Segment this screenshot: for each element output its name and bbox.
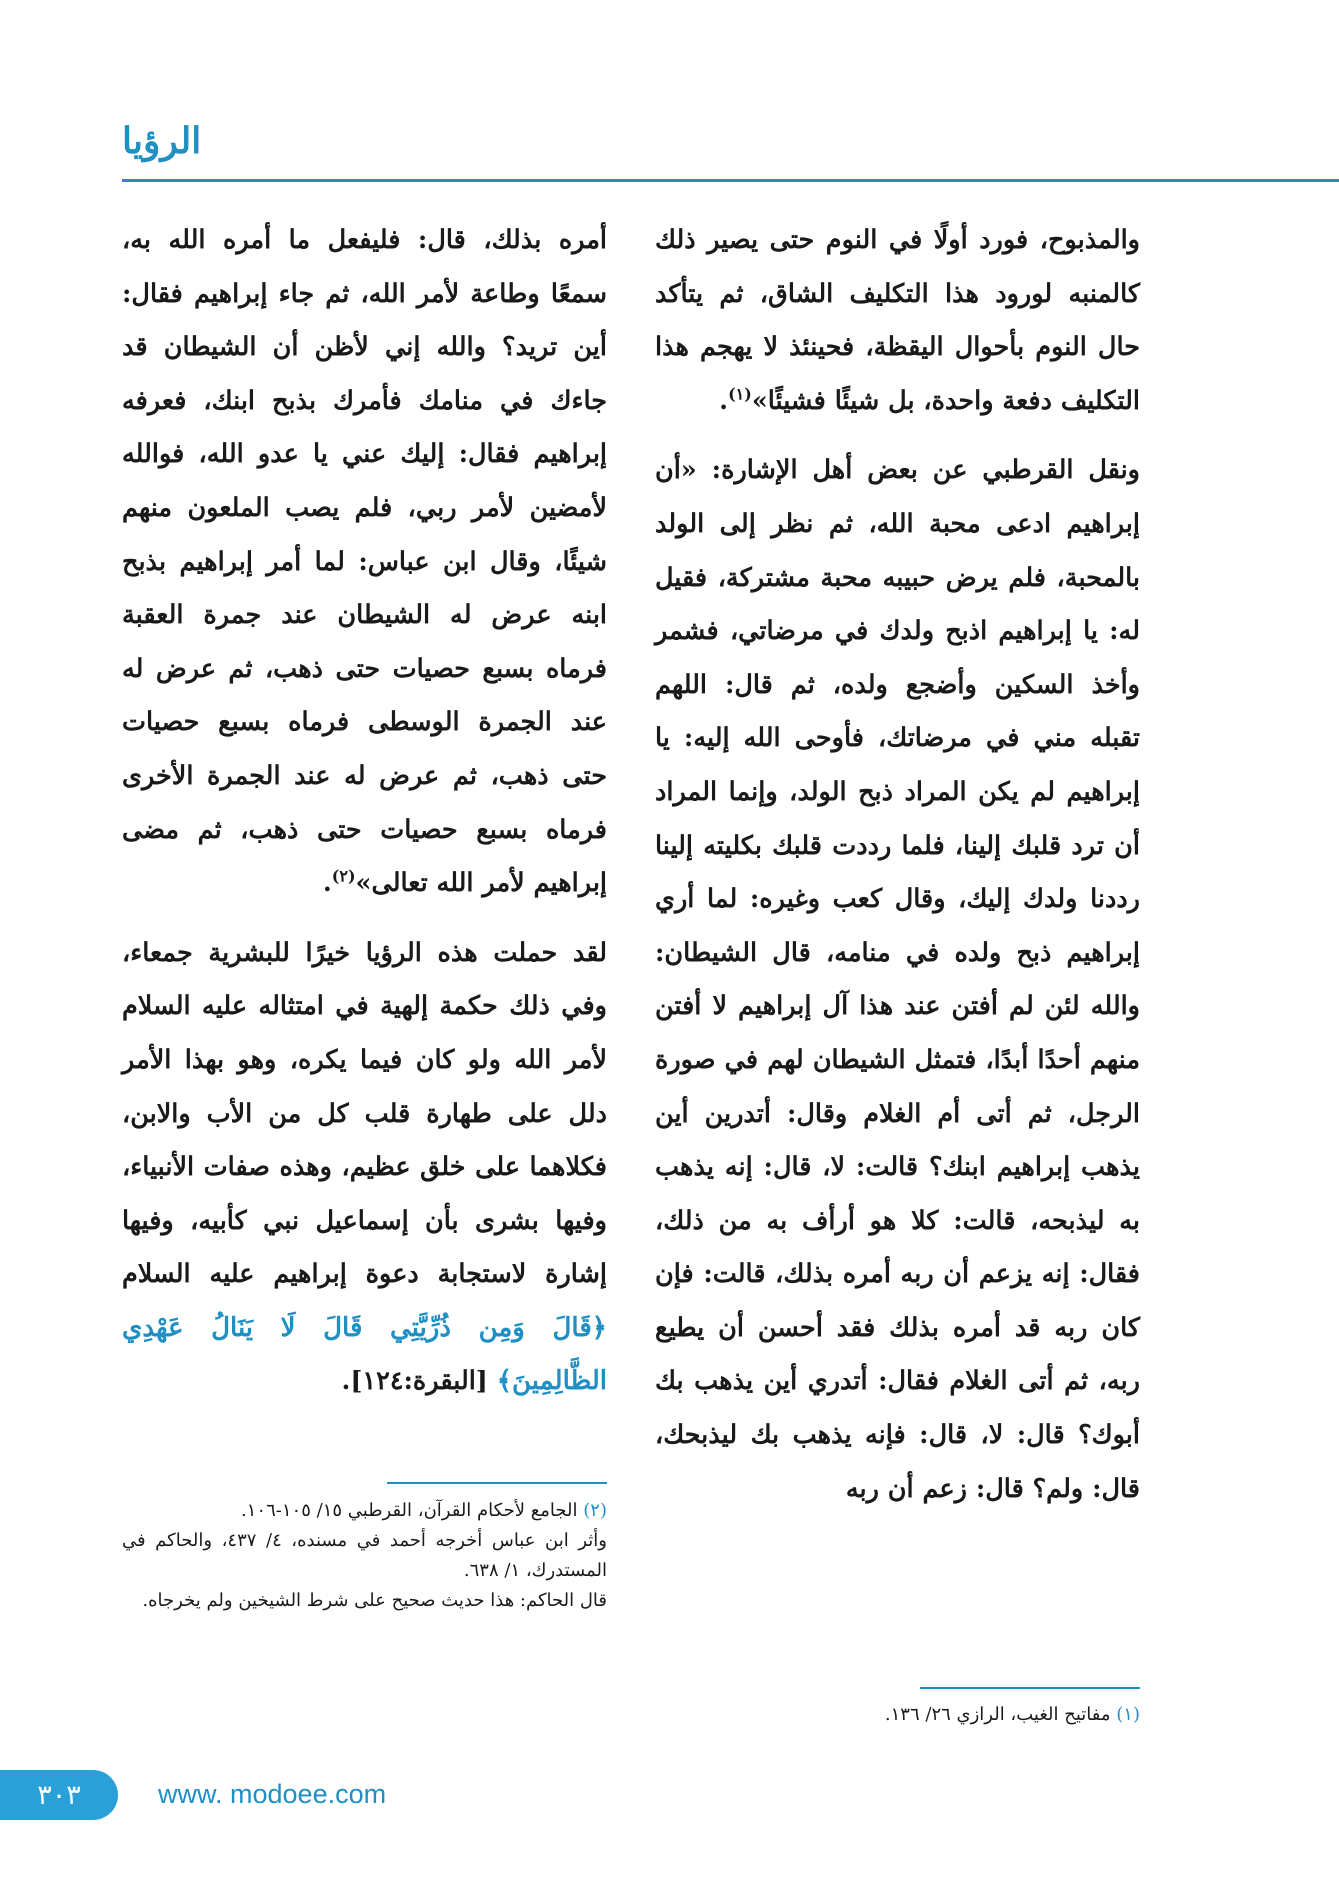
paragraph: أمره بذلك، قال: فليفعل ما أمره الله به، سمعًا وطاعة لأمر الله، ثم جاء إبراهيم فقال: أين تريد؟ والله إني لأظن أن الشيطان قد جاءك في منامك فأمرك بذبح ابنك، فعرفه إبراهيم فقال: إليك عني يا عدو الله، فوالله لأمضين لأمر ربي، فلم يصب الملعون منهم شيئًا، وقال ابن عباس: لما أمر إبراهيم بذبح ابنه عرض له الشيطان عند جمرة العقبة فرماه بسبع حصيات حتى ذهب، ثم عرض له عند الجمرة الوسطى فرماه بسبع حصيات حتى ذهب، ثم عرض له عند الجمرة الأخرى فرماه بسبع حصيات حتى ذهب، ثم مضى إبراهيم لأمر الله تعالى»$^{(٢)}$. [122,225,607,899]
footnote-number: (١) [1116,1704,1140,1725]
paragraph-text: والمذبوح، فورد أولًا في النوم حتى يصير ذلك كالمنبه لورود هذا التكليف الشاق، ثم يتأكد حال النوم بأحوال اليقظة، فحينئذ لا يهجم هذا التكليف دفعة واحدة، بل شيئًا فشيئًا» [655,225,1140,416]
footnote-divider [920,1687,1140,1689]
footnote-left [122,1496,607,1616]
footnote [122,1496,607,1526]
quran-verse: ﴿قَالَ وَمِن ذُرِّيَّتِي قَالَ لَا يَنَالُ عَهْدِي الظَّالِمِينَ﴾ [122,1312,607,1397]
right-column [655,214,1140,1516]
footnote-text: الجامع لأحكام القرآن، القرطبي ١٥/ ١٠٥-١٠٦. [241,1500,578,1521]
paragraph-text: أمره بذلك، قال: فليفعل ما أمره الله به، سمعًا وطاعة لأمر الله، ثم جاء إبراهيم فقال: أين تريد؟ والله إني لأظن أن الشيطان قد جاءك في منامك فأمرك بذبح ابنك، فعرفه إبراهيم فقال: إليك عني يا عدو الله، فوالله لأمضين لأمر ربي، فلم يصب الملعون منهم شيئًا، وقال ابن عباس: لما أمر إبراهيم بذبح ابنه عرض له الشيطان عند جمرة العقبة فرماه بسبع حصيات حتى ذهب، ثم عرض له عند الجمرة الوسطى فرماه بسبع حصيات حتى ذهب، ثم عرض له عند الجمرة الأخرى فرماه بسبع حصيات حتى ذهب، ثم مضى إبراهيم لأمر الله تعالى» [122,225,607,899]
footnote-marker: (١) [728,384,752,404]
paragraph [122,927,607,1409]
header-rule [122,179,1339,182]
running-header-title: الرؤيا [122,120,202,162]
footnote-number: (٢) [583,1500,607,1521]
footnote-text: قال الحاكم: هذا حديث صحيح على شرط الشيخين ولم يخرجاه. [142,1590,607,1611]
footnote-text: مفاتيح الغيب، الرازي ٢٦/ ١٣٦. [884,1704,1111,1725]
website-link[interactable]: www. modoee.com [158,1779,387,1809]
paragraph: والمذبوح، فورد أولًا في النوم حتى يصير ذلك كالمنبه لورود هذا التكليف الشاق، ثم يتأكد حال النوم بأحوال اليقظة، فحينئذ لا يهجم هذا التكليف دفعة واحدة، بل شيئًا فشيئًا»$^{(١)}$. [655,225,1140,416]
paragraph-text: ونقل القرطبي عن بعض أهل الإشارة: «أن إبراهيم ادعى محبة الله، ثم نظر إلى الولد بالمحبة، فلم يرض حبيبه محبة مشتركة، فقيل له: يا إبراهيم اذبح ولدك في مرضاتي، فشمر وأخذ السكين وأضجع ولده، ثم قال: اللهم تقبله مني في مرضاتك، فأوحى الله إليه: يا إبراهيم لم يكن المراد ذبح الولد، وإنما المراد أن ترد قلبك إلينا، فلما رددت قلبك بكليته إلينا رددنا ولدك إليك، وقال كعب وغيره: لما أري إبراهيم ذبح ولده في منامه، قال الشيطان: والله لئن لم أفتن عند هذا آل إبراهيم لا أفتن منهم أحدًا أبدًا، فتمثل الشيطان لهم في صورة الرجل، ثم أتى أم الغلام وقال: أتدرين أين يذهب إبراهيم ابنك؟ قالت: لا، قال: إنه يذهب به ليذبحه، قالت: كلا هو أرأف به من ذلك، فقال: إنه يزعم أن ربه أمره بذلك، قالت: فإن كان ربه قد أمره بذلك فقد أحسن أن يطيع ربه، ثم أتى الغلام فقال: أتدري أين يذهب بك أبوك؟ قال: لا، قال: فإنه يذهب بك ليذبحك، قال: ولم؟ قال: زعم أن ربه [655,455,1140,1504]
footnote-marker: (٢) [331,866,356,886]
footnote-text: وأثر ابن عباس أخرجه أحمد في مسنده، ٤/ ٤٣٧، والحاكم في المستدرك، ١/ ٦٣٨. [122,1530,607,1581]
left-column [122,214,607,1409]
paragraph-text: لقد حملت هذه الرؤيا خيرًا للبشرية جمعاء، وفي ذلك حكمة إلهية في امتثاله عليه السلام لأمر الله ولو كان فيما يكره، وهو بهذا الأمر دلل على طهارة قلب كل من الأب والابن، فكلاهما على خلق عظيم، وهذه صفات الأنبياء، وفيها بشرى بأن إسماعيل نبي كأبيه، وفيها إشارة لاستجابة دعوة إبراهيم عليه السلام [122,937,607,1290]
footnote [655,1700,1140,1730]
paragraph [655,444,1140,1516]
footnote-right [655,1700,1140,1730]
footnote-divider [387,1482,607,1484]
page-number: ٣٠٣ [37,1779,81,1811]
verse-reference: [البقرة:١٢٤]. [341,1366,488,1397]
page-number-badge [0,1770,118,1820]
